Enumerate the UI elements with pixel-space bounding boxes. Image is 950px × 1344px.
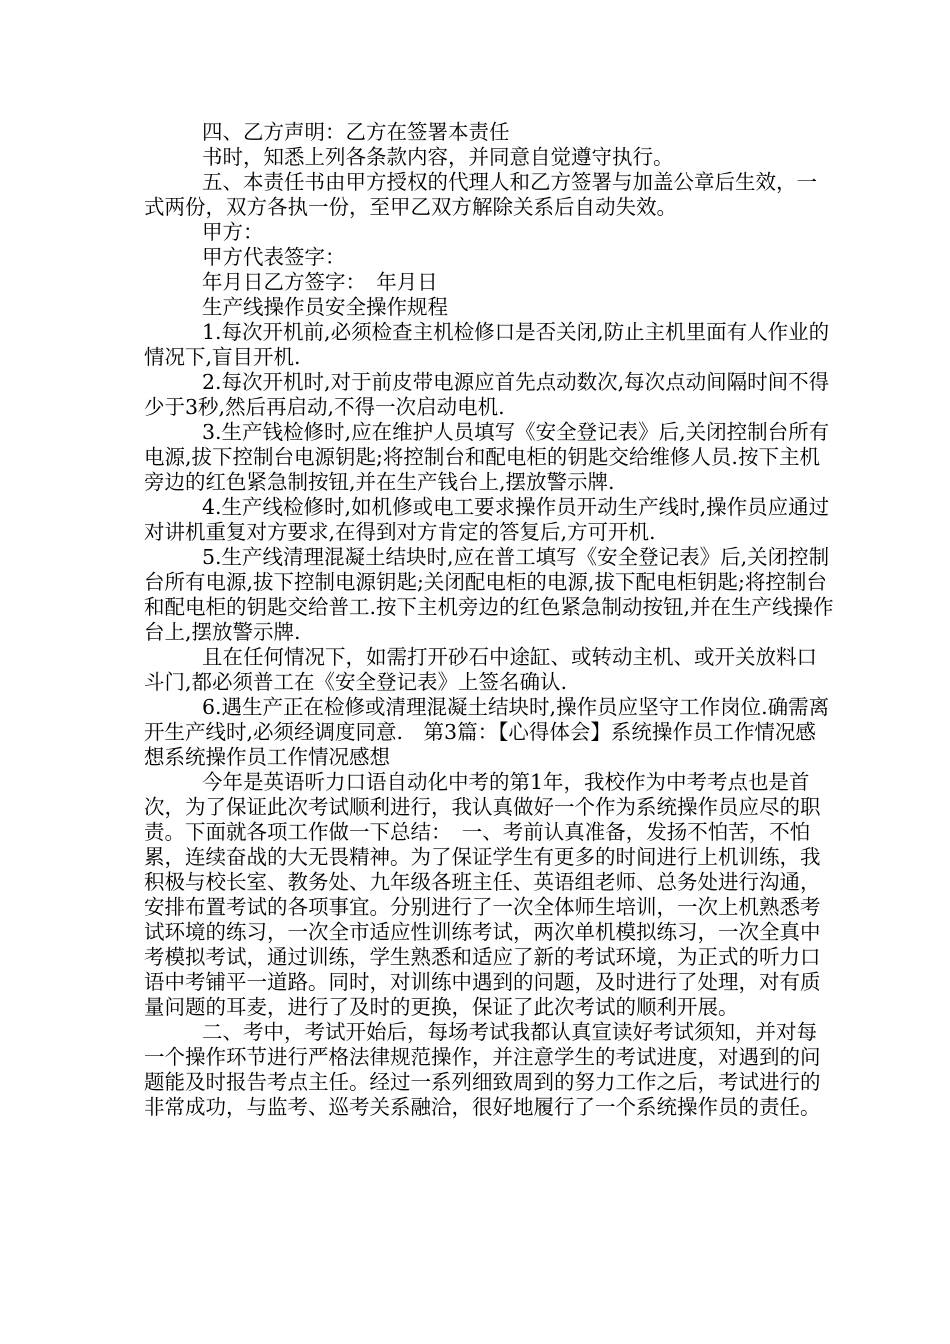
summary-paragraph-2: 二、考中，考试开始后，每场考试我都认真宣读好考试须知，并对每一个操作环节进行严格法律规范操作，并注意学生的考试进度，对遇到的问题能及时报告考点主任。经过一系列细致周到的努力工作之后，考试进行的非常成功，与监考、巡考关系融洽，很好地履行了一个系统操作员的责任。 — [144, 1020, 821, 1119]
party-a-label: 甲方： — [202, 220, 264, 244]
section-title: 生产线操作员安全操作规程 — [202, 295, 448, 319]
rule-item-1: 1.每次开机前,必须检查主机检修口是否关闭,防止主机里面有人作业的情况下,盲目开机. — [144, 320, 830, 369]
rule-item-5-note: 且在任何情况下，如需打开砂石中途缸、或转动主机、或开关放料口斗门,都必须普工在《安全登记表》上签名确认. — [144, 645, 817, 694]
rule-item-5: 5.生产线清理混凝土结块时,应在普工填写《安全登记表》后,关闭控制台所有电源,拔下控制电源钥匙;关闭配电柜的电源,拔下配电柜钥匙;将控制台和配电柜的钥匙交给普工.按下主机旁边的红色紧急制动按钮,并在生产线操作台上,摆放警示牌. — [144, 545, 834, 644]
party-a-signature: 甲方代表签字： — [202, 245, 346, 269]
rule-item-6: 6.遇生产正在检修或清理混凝土结块时,操作员应坚守工作岗位.确需离开生产线时,必须经调度同意. 第3篇：【心得体会】系统操作员工作情况感想系统操作员工作情况感想 — [144, 695, 830, 769]
rule-item-2: 2.每次开机时,对于前皮带电源应首先点动数次,每次点动间隔时间不得少于3秒,然后再启动,不得一次启动电机. — [144, 370, 830, 419]
date-signature-line: 年月日乙方签字： 年月日 — [202, 270, 438, 294]
paragraph-effective-clause: 五、本责任书由甲方授权的代理人和乙方签署与加盖公章后生效，一式两份，双方各执一份，至甲乙双方解除关系后自动失效。 — [144, 170, 817, 219]
document-body — [144, 120, 834, 1120]
rule-item-3: 3.生产钱检修时,应在维护人员填写《安全登记表》后,关闭控制台所有电源,拔下控制台电源钥匙;将控制台和配电柜的钥匙交给维修人员.按下主机旁边的红色紧急制按钮,并在生产钱台上,摆放警示牌. — [144, 420, 830, 494]
rule-item-4: 4.生产线检修时,如机修或电工要求操作员开动生产线时,操作员应通过对讲机重复对方要求,在得到对方肯定的答复后,方可开机. — [144, 495, 830, 544]
summary-paragraph-1: 今年是英语听力口语自动化中考的第1年，我校作为中考考点也是首次，为了保证此次考试顺利进行，我认真做好一个作为系统操作员应尽的职责。下面就各项工作做一下总结： 一、考前认真准备，发扬不怕苦，不怕累，连续奋战的大无畏精神。为了保证学生有更多的时间进行上机训练，我积极与校长室、教务处、九年级各班主任、英语组老师、总务处进行沟通，安排布置考试的各项事宜。分别进行了一次全体师生培训，一次上机熟悉考试环境的练习，一次全市适应性训练考试，两次单机模拟练习，一次全真中考模拟考试，通过训练，学生熟悉和适应了新的考试环境，为正式的听力口语中考铺平一道路。同时，对训练中遇到的问题，及时进行了处理，对有质量问题的耳麦，进行了及时的更换，保证了此次考试的顺利开展。 — [144, 770, 821, 1019]
paragraph-declaration-cont: 书时，知悉上列各条款内容，并同意自觉遵守执行。 — [202, 145, 674, 169]
paragraph-declaration: 四、乙方声明：乙方在签署本责任 — [202, 120, 510, 144]
